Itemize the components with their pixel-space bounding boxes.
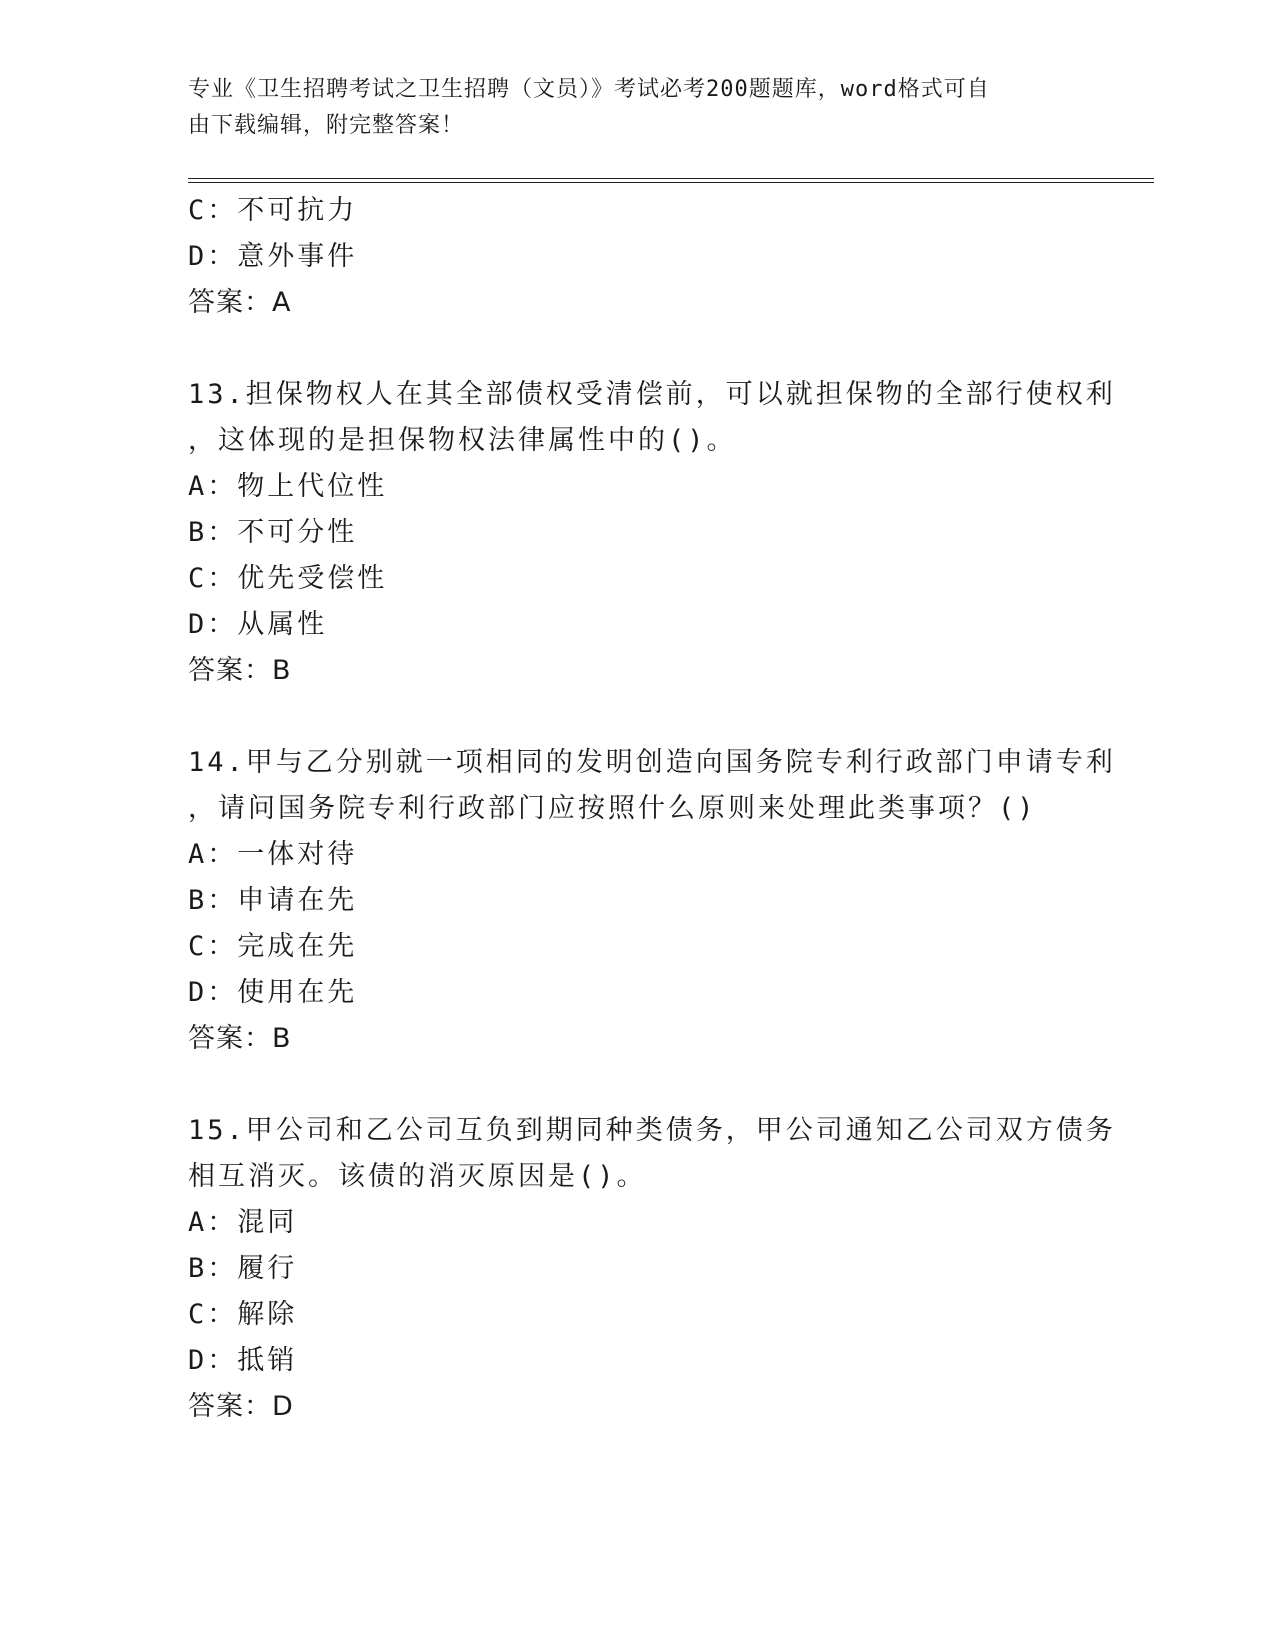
header-line-1: 专业《卫生招聘考试之卫生招聘（文员）》考试必考200题题库，word格式可自 xyxy=(188,77,990,102)
option-c xyxy=(188,924,1088,970)
option-c xyxy=(188,1292,1088,1338)
option-label: D： xyxy=(188,977,238,1008)
option-text: 不可抗力 xyxy=(237,195,358,226)
header-divider xyxy=(188,178,1154,183)
question-stem: 15.甲公司和乙公司互负到期同种类债务，甲公司通知乙公司双方债务 xyxy=(188,1115,1116,1146)
option-text: 优先受偿性 xyxy=(237,563,388,594)
option-label: B： xyxy=(188,517,238,548)
option-text: 一体对待 xyxy=(237,839,358,870)
option-label: A： xyxy=(188,839,238,870)
option-c xyxy=(188,556,1088,602)
question-stem: 14.甲与乙分别就一项相同的发明创造向国务院专利行政部门申请专利 xyxy=(188,747,1116,778)
question-gap xyxy=(188,326,1088,372)
option-text: 混同 xyxy=(237,1207,298,1238)
question-13 xyxy=(188,372,1116,694)
option-text: 从属性 xyxy=(237,609,328,640)
question-gap xyxy=(188,1062,1088,1108)
page-header xyxy=(188,72,1088,144)
option-label: C： xyxy=(188,563,238,594)
option-text: 抵销 xyxy=(237,1345,298,1376)
option-text: 申请在先 xyxy=(237,885,358,916)
option-d xyxy=(188,970,1088,1016)
option-label: D： xyxy=(188,1345,238,1376)
option-d xyxy=(188,234,1088,280)
option-d xyxy=(188,602,1088,648)
header-line-2: 由下载编辑，附完整答案！ xyxy=(188,113,465,138)
option-label: C： xyxy=(188,195,238,226)
question-stem: ，请问国务院专利行政部门应按照什么原则来处理此类事项？() xyxy=(188,793,1037,824)
question-15 xyxy=(188,1108,1116,1430)
option-text: 物上代位性 xyxy=(237,471,388,502)
option-label: C： xyxy=(188,931,238,962)
answer: 答案：D xyxy=(188,1391,294,1422)
option-label: A： xyxy=(188,1207,238,1238)
option-a xyxy=(188,464,1088,510)
option-text: 使用在先 xyxy=(237,977,358,1008)
option-b xyxy=(188,1246,1088,1292)
option-text: 不可分性 xyxy=(237,517,358,548)
answer: 答案：A xyxy=(188,287,292,318)
question-stem: 13.担保物权人在其全部债权受清偿前，可以就担保物的全部行使权利 xyxy=(188,379,1116,410)
option-text: 意外事件 xyxy=(237,241,358,272)
partial-question xyxy=(188,188,1088,326)
option-label: B： xyxy=(188,885,238,916)
option-text: 解除 xyxy=(237,1299,298,1330)
option-label: C： xyxy=(188,1299,238,1330)
option-text: 履行 xyxy=(237,1253,298,1284)
question-14 xyxy=(188,740,1116,1062)
option-c xyxy=(188,188,1088,234)
question-stem: 相互消灭。该债的消灭原因是()。 xyxy=(188,1161,647,1192)
option-label: B： xyxy=(188,1253,238,1284)
question-stem: ，这体现的是担保物权法律属性中的()。 xyxy=(188,425,737,456)
option-text: 完成在先 xyxy=(237,931,358,962)
answer: 答案：B xyxy=(188,1023,292,1054)
option-d xyxy=(188,1338,1088,1384)
option-a xyxy=(188,1200,1088,1246)
answer: 答案：B xyxy=(188,655,292,686)
option-b xyxy=(188,878,1088,924)
option-a xyxy=(188,832,1088,878)
option-label: D： xyxy=(188,241,238,272)
option-label: D： xyxy=(188,609,238,640)
option-b xyxy=(188,510,1088,556)
option-label: A： xyxy=(188,471,238,502)
question-list xyxy=(188,188,1116,1430)
question-gap xyxy=(188,694,1088,740)
